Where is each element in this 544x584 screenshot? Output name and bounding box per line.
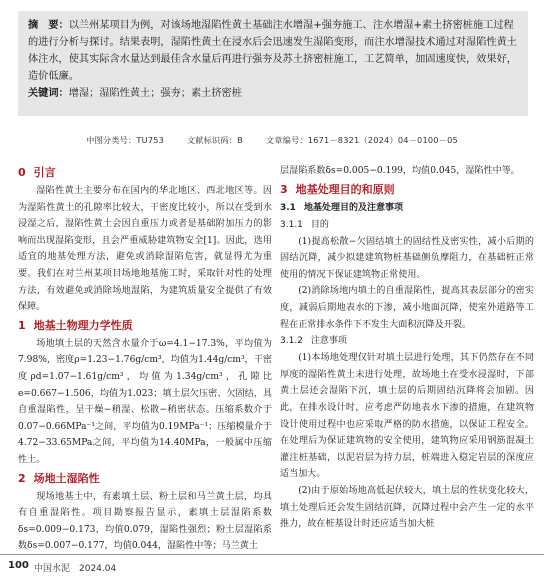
section-heading-0: 0 引言 — [18, 166, 56, 179]
clc-number: 中图分类号：TU753 — [86, 135, 165, 145]
keywords-paragraph — [28, 85, 518, 102]
abstract-text: 以兰州某项目为例，对该场地湿陷性黄土基础注水增湿+强夯施工、注水增湿+素土挤密桩施工过程的进行分析与探讨。结果表明，湿陷性黄土在浸水后会迅速发生湿陷变形，而注水增湿技术通过对湿陷性黄土体注水，使其实际含水量达到最佳含水量后再进行强夯及苏土挤密桩施工，工艺简单，加固速度快，效果好，造价低廉。 — [28, 20, 517, 82]
note-item-2: (2)由于原始场地高低起伏较大，填土层的性状变化较大，填土处理后还会发生固结沉降，沉降过程中会产生一定的水平推力，故在桩基设计时还应适当加大桩 — [280, 485, 534, 530]
document-code: 文献标识码：B — [186, 135, 244, 145]
purpose-item-1: (1)提高松散−欠固结填土的固结性及密实性，减小后期的固结沉降，减少拟建建筑物桩基础侧负摩阻力，在基础桩正常使用的情况下保证建筑物正常使用。 — [280, 236, 534, 280]
intro-paragraph: 湿陷性黄土主要分布在国内的华北地区、西北地区等。因为湿陷性黄土的孔隙率比较大，干密度比较小，所以在受到水浸湿之后，湿陷性黄土会因自重压力或者是基础附加压力的影响而出现湿陷变形，且会严重威胁建筑物安全[1]。因此，选用适宜的地基处理方法，避免或消除湿陷危害，就显得尤为重要。我们在对兰州某项目场地地基施工时，采取针对性的处理方法，有效避免或消除场地湿陷，为建筑质量安全提供了有效保障。 — [18, 186, 272, 313]
section-heading-2: 2 场地土湿陷性 — [18, 471, 100, 485]
footer-rule — [0, 554, 544, 555]
keywords-text: 增湿；湿陷性黄土；强夯；素土挤密桩 — [68, 88, 242, 99]
keywords-label: 关键词： — [28, 87, 69, 99]
soil-properties-paragraph: 场地填土层的天然含水量介于ω=4.1−17.3%，平均值为7.98%，密度ρ=1.23−1.76g/cm³，均值为1.44g/cm³，干密度ρd=1.07−1.61g/cm³，均值为1.34g/cm³，孔隙比e=0.667−1.506，均值为1.023；填土层欠压密、欠固结，具自重湿陷性，呈干燥−稍湿、松散−稍密状态。压缩系数介于0.07−0.66MPa⁻¹之间，平均值为0.19MPa⁻¹；压缩模量介于4.72−33.65MPa之间，平均值为14.40MPa，一般属中压缩性土。 — [18, 338, 272, 465]
abstract-paragraph — [28, 17, 518, 85]
purpose-item-2: (2)消除场地内填土的自重湿陷性，提高其表层部分的密实度，减弱后期地表水的下渗，减小地面沉降，使室外道路等工程在正常排水条件下不发生大面积沉降及开裂。 — [280, 286, 534, 330]
right-column — [280, 163, 534, 533]
page-number: 100 — [8, 560, 29, 571]
continued-paragraph: 层湿陷系数δs=0.005−0.199，均值0.045，湿陷性中等。 — [280, 166, 520, 176]
collapsibility-paragraph: 现场地基土中，有素填土层、粉土层和马兰黄土层，均具有自重湿陷性。项目勘察报告显示，素填土层湿陷系数δs=0.009−0.173，均值0.079，湿陷性强烈；粉土层湿陷系数δs=0.007−0.177，均值0.044，湿陷性中等；马兰黄土 — [18, 491, 272, 552]
section-heading-1: 1 地基土物理力学性质 — [18, 318, 133, 332]
journal-issue: 中国水泥 2024.04 — [34, 564, 117, 574]
abstract-box — [18, 11, 528, 116]
section-heading-3: 3 地基处理目的和原则 — [280, 182, 395, 196]
article-number: 文章编号：1671－8321（2024）04－0100－05 — [265, 135, 458, 145]
abstract-label: 摘 要： — [28, 19, 69, 31]
left-column — [18, 163, 272, 555]
page-footer — [0, 554, 544, 584]
subsubsection-heading-3-1-2: 3.1.2 注意事项 — [280, 336, 347, 347]
note-item-1: (1)本场地处理仅针对填土层进行处理，其下仍然存在不同厚度的湿陷性黄土未进行处理，故场地土在受水浸湿时，下部黄土层还会湿陷下沉，填土层的后期固结沉降将会加剧。因此，在排水设计时，应考虑严防地表水下渗的措施，在建筑物设计使用过程中也应采取严格的防水措施，以保证工程安全。在处理后为保证建筑物的安全使用，建筑物应采用钢筋混凝土灌注桩基础，以泥岩层为持力层，桩端进入稳定岩层的深度应适当加大。 — [280, 353, 534, 480]
subsubsection-heading-3-1-1: 3.1.1 目的 — [280, 219, 329, 230]
classification-line — [0, 135, 544, 146]
subsection-heading-3-1: 3.1 地基处理目的及注意事项 — [280, 202, 403, 213]
